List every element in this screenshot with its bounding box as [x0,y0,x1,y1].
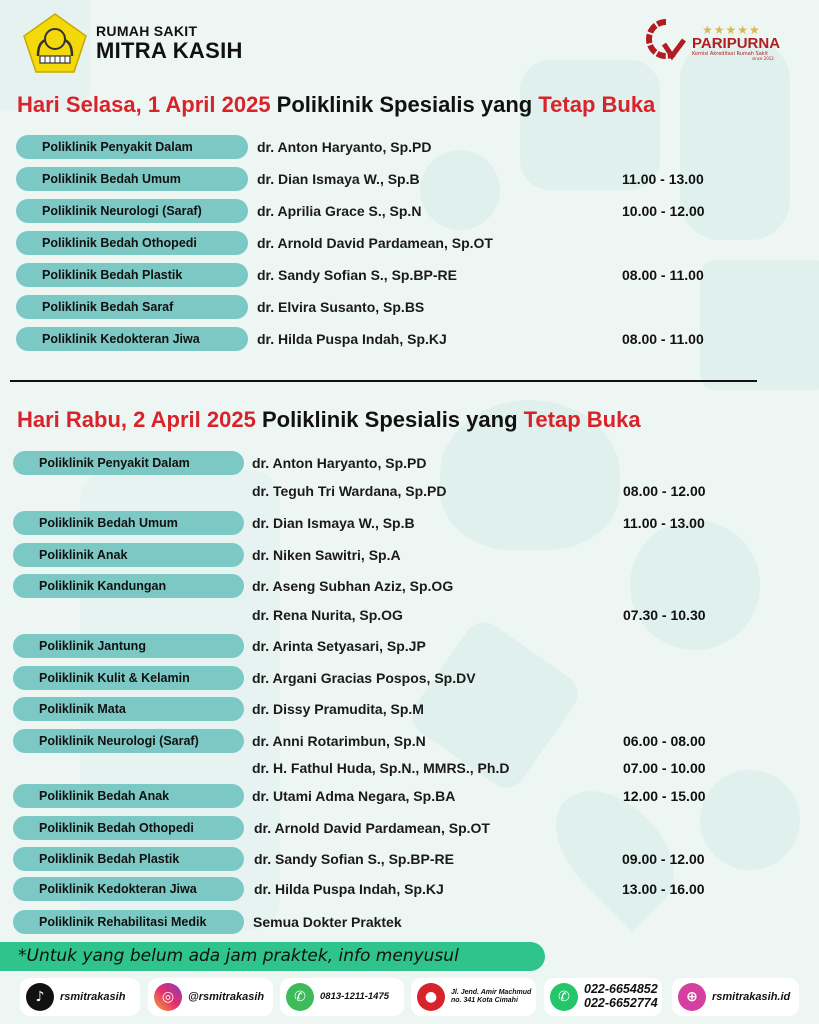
clinic-pill: Poliklinik Kedokteran Jiwa [13,877,244,901]
doctor-name: dr. Arinta Setyasari, Sp.JP [252,638,426,654]
accreditation-subtitle: Komisi Akreditasi Rumah Sakit [692,50,769,57]
accreditation-title: PARIPURNA [692,34,781,52]
hospital-name-line2: MITRA KASIH [96,38,243,63]
practice-time: 08.00 - 11.00 [622,267,704,283]
clinic-pill: Poliklinik Bedah Umum [16,167,248,191]
practice-time: 11.00 - 13.00 [622,171,704,187]
website-link[interactable]: ⊕ rsmitrakasih.id [672,978,799,1016]
accreditation-since: since 2012 [752,55,774,61]
clinic-pill: Poliklinik Neurologi (Saraf) [16,199,248,223]
clinic-pill: Poliklinik Bedah Anak [13,784,244,808]
clinic-pill: Poliklinik Jantung [13,634,244,658]
section-title-tuesday: Hari Selasa, 1 April 2025 Poliklinik Spesialis yang Tetap Buka [17,92,656,117]
practice-time: 08.00 - 11.00 [622,331,704,347]
doctor-name: dr. Niken Sawitri, Sp.A [252,547,401,563]
practice-time: 07.30 - 10.30 [623,607,706,623]
practice-time: 07.00 - 10.00 [623,760,706,776]
instagram-link[interactable]: ◎ @rsmitrakasih [148,978,273,1016]
phone-icon: ✆ [550,983,578,1011]
practice-time: 10.00 - 12.00 [622,203,705,219]
table-row [0,543,819,567]
doctor-name: dr. Teguh Tri Wardana, Sp.PD [252,483,447,499]
note-banner: *Untuk yang belum ada jam praktek, info menyusul [0,942,545,971]
table-row [0,729,819,753]
table-row [0,199,819,223]
table-row [0,327,819,351]
location-pin-icon: ● [417,983,445,1011]
doctor-name: dr. Elvira Susanto, Sp.BS [257,299,425,315]
section-divider [10,380,757,382]
table-row [0,910,819,934]
table-row [0,784,819,808]
clinic-pill: Poliklinik Penyakit Dalam [16,135,248,159]
clinic-pill: Poliklinik Bedah Plastik [16,263,248,287]
doctor-name: dr. Arnold David Pardamean, Sp.OT [254,820,490,836]
address-info: ● Jl. Jend. Amir Machmud no. 341 Kota Cimahi [411,978,536,1016]
footer-contacts [0,978,819,1018]
table-row [0,135,819,159]
clinic-pill: Poliklinik Rehabilitasi Medik [13,910,244,934]
table-row [0,603,819,627]
clinic-pill: Poliklinik Kandungan [13,574,244,598]
clinic-pill: Poliklinik Penyakit Dalam [13,451,244,475]
doctor-name: dr. Anton Haryanto, Sp.PD [257,139,432,155]
clinic-pill: Poliklinik Neurologi (Saraf) [13,729,244,753]
clinic-pill: Poliklinik Anak [13,543,244,567]
section-title-wednesday: Hari Rabu, 2 April 2025 Poliklinik Spesialis yang Tetap Buka [17,407,641,432]
practice-time: 12.00 - 15.00 [623,788,706,804]
globe-icon: ⊕ [678,983,706,1011]
practice-time: 13.00 - 16.00 [622,881,705,897]
table-row [0,295,819,319]
doctor-name: dr. Dian Ismaya W., Sp.B [257,171,420,187]
doctor-name: dr. Aprilia Grace S., Sp.N [257,203,422,219]
tiktok-icon: ♪ [26,983,54,1011]
doctor-name: dr. Hilda Puspa Indah, Sp.KJ [257,331,447,347]
table-row [0,816,819,840]
clinic-pill: Poliklinik Bedah Plastik [13,847,244,871]
practice-time: 11.00 - 13.00 [623,515,705,531]
doctor-name: dr. H. Fathul Huda, Sp.N., MMRS., Ph.D [252,760,510,776]
doctor-name: Semua Dokter Praktek [253,914,402,930]
hospital-name-line1: RUMAH SAKIT [96,23,198,39]
clinic-pill: Poliklinik Kedokteran Jiwa [16,327,248,351]
clinic-pill: Poliklinik Bedah Umum [13,511,244,535]
practice-time: 06.00 - 08.00 [623,733,706,749]
clinic-pill: Poliklinik Bedah Saraf [16,295,248,319]
table-row [0,451,819,475]
clinic-pill: Poliklinik Bedah Othopedi [16,231,248,255]
doctor-name: dr. Anton Haryanto, Sp.PD [252,455,427,471]
table-row [0,511,819,535]
table-row [0,167,819,191]
table-row [0,574,819,598]
phone-link[interactable]: ✆ 022-6654852 022-6652774 [544,978,662,1016]
table-row [0,634,819,658]
clinic-pill: Poliklinik Kulit & Kelamin [13,666,244,690]
accreditation-logo [644,18,780,66]
doctor-name: dr. Aseng Subhan Aziz, Sp.OG [252,578,454,594]
whatsapp-icon: ✆ [286,983,314,1011]
doctor-name: dr. Anni Rotarimbun, Sp.N [252,733,426,749]
doctor-name: dr. Argani Gracias Pospos, Sp.DV [252,670,476,686]
clinic-pill: Poliklinik Mata [13,697,244,721]
practice-time: 09.00 - 12.00 [622,851,705,867]
stars-icon: ★★★★★ [702,22,761,37]
doctor-name: dr. Dissy Pramudita, Sp.M [252,701,424,717]
instagram-icon: ◎ [154,983,182,1011]
tiktok-link[interactable]: ♪ rsmitrakasih [20,978,140,1016]
table-row [0,263,819,287]
table-row [0,697,819,721]
doctor-name: dr. Sandy Sofian S., Sp.BP-RE [257,267,457,283]
table-row [0,756,819,780]
table-row [0,877,819,901]
hospital-emblem-icon [22,12,88,74]
hospital-logo [22,12,243,74]
doctor-name: dr. Rena Nurita, Sp.OG [252,607,403,623]
table-row [0,666,819,690]
doctor-name: dr. Hilda Puspa Indah, Sp.KJ [254,881,444,897]
table-row [0,479,819,503]
practice-time: 08.00 - 12.00 [623,483,706,499]
doctor-name: dr. Sandy Sofian S., Sp.BP-RE [254,851,454,867]
whatsapp-link[interactable]: ✆ 0813-1211-1475 [280,978,404,1016]
doctor-name: dr. Dian Ismaya W., Sp.B [252,515,415,531]
paripurna-emblem-icon [644,18,688,66]
clinic-pill: Poliklinik Bedah Othopedi [13,816,244,840]
table-row [0,847,819,871]
table-row [0,231,819,255]
doctor-name: dr. Utami Adma Negara, Sp.BA [252,788,456,804]
doctor-name: dr. Arnold David Pardamean, Sp.OT [257,235,493,251]
